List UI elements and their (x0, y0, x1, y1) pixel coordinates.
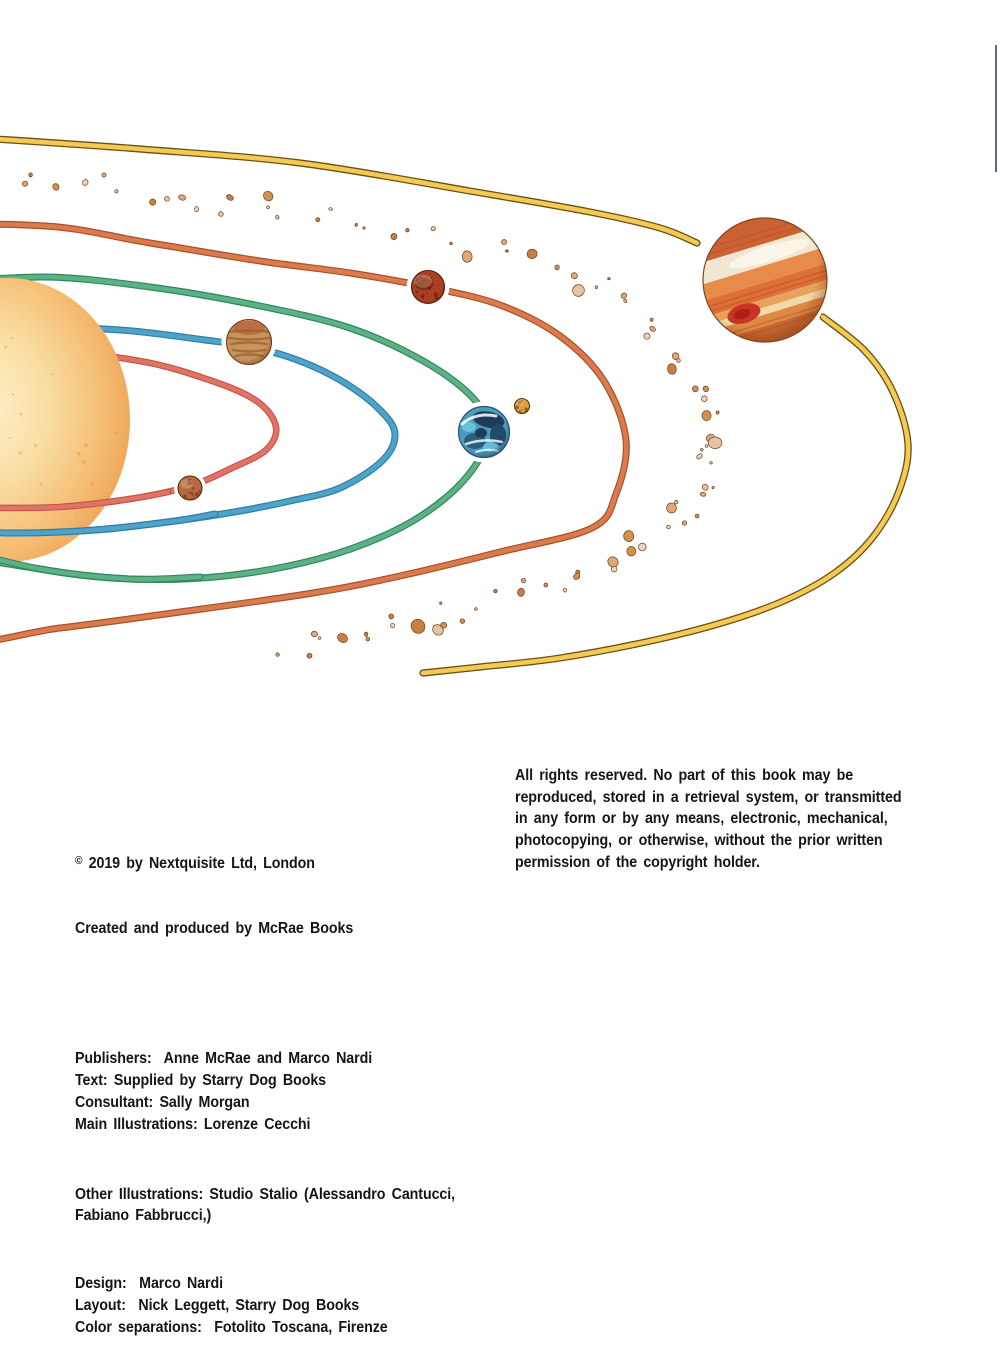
orbit-jupiter-left (0, 138, 697, 243)
credit-line: Fabiano Fabbrucci,) (75, 1207, 212, 1225)
copyright-line (75, 851, 535, 875)
credit-line: Text: Supplied by Starry Dog Books (75, 1072, 327, 1090)
other-illustrations-block (75, 1184, 535, 1227)
planet-mars (407, 266, 450, 309)
credit-line: Main Illustrations: Lorenze Cecchi (75, 1115, 311, 1133)
credit-line: Other Illustrations: Studio Stalio (Alessandro Cantucci, (75, 1185, 456, 1203)
credit-line: Publishers: Anne McRae and Marco Nardi (75, 1050, 373, 1068)
orbit-jupiter-right (423, 317, 908, 673)
planet-earth (454, 402, 515, 463)
moon (511, 395, 534, 418)
planet-jupiter (682, 201, 848, 359)
production-block (75, 1273, 535, 1338)
rights-column (515, 765, 975, 874)
produced-line: Created and produced by McRae Books (75, 919, 354, 937)
credit-line: Layout: Nick Leggett, Starry Dog Books (75, 1297, 360, 1315)
page-edge-mark (995, 45, 997, 172)
credit-line: Consultant: Sally Morgan (75, 1093, 250, 1111)
credit-line: Color separations: Fotolito Toscana, Firenze (75, 1318, 388, 1336)
rights-line: All rights reserved. No part of this book may be (515, 767, 854, 784)
rights-line: reproduced, stored in a retrieval system, or transmitted (515, 788, 902, 806)
copyright-symbol: © (75, 854, 83, 867)
rights-line: in any form or by any means, electronic, mechanical, (515, 810, 888, 828)
sun (0, 278, 130, 562)
planet-mercury (174, 472, 206, 504)
rights-line: permission of the copyright holder. (515, 853, 760, 871)
copyright-block (75, 807, 535, 983)
staff-block (75, 1048, 535, 1135)
copyright-text: 2019 by Nextquisite Ltd, London (82, 854, 315, 872)
planet-venus (222, 315, 277, 370)
rights-line: photocopying, or otherwise, without the prior written (515, 832, 883, 850)
credit-line: Design: Marco Nardi (75, 1275, 223, 1293)
credits-column (75, 764, 535, 1360)
